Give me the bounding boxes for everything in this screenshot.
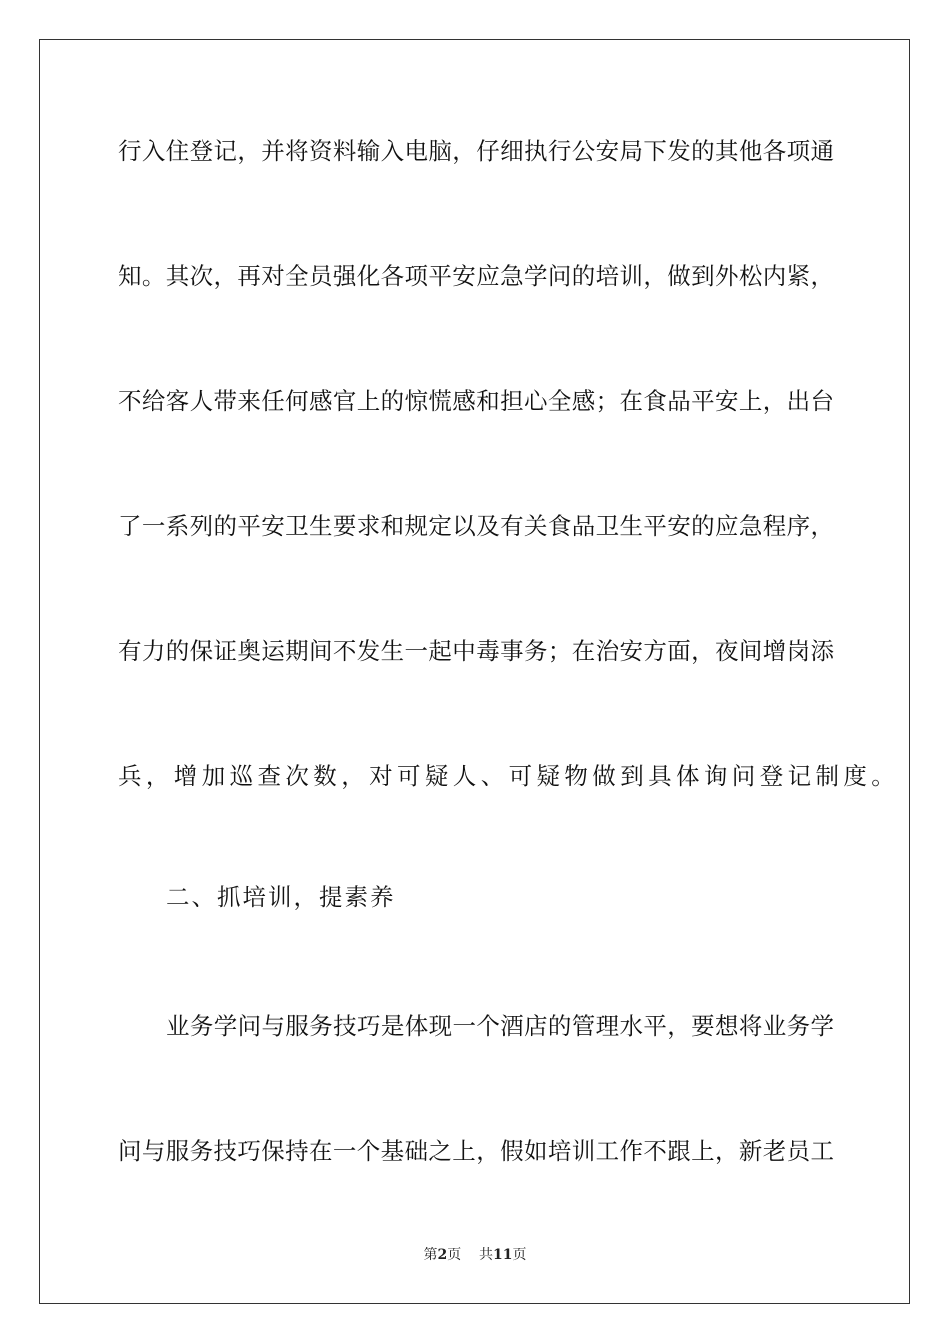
page-prefix: 第 [423, 1247, 438, 1263]
body-line-4: 了一系列的平安卫生要求和规定以及有关食品卫生平安的应急程序， [118, 512, 834, 540]
page-suffix: 页 [447, 1247, 462, 1263]
body-line-2: 知。其次，再对全员强化各项平安应急学问的培训，做到外松内紧， [118, 262, 834, 290]
page-number: 2 [437, 1247, 448, 1263]
body-line-3: 不给客人带来任何感官上的惊慌感和担心全感；在食品平安上，出台 [118, 387, 834, 415]
section-heading: 二、抓培训，提素养 [166, 883, 396, 911]
body-line-1: 行入住登记，并将资料输入电脑，仔细执行公安局下发的其他各项通 [118, 137, 834, 165]
total-prefix: 共 [479, 1247, 494, 1263]
total-suffix: 页 [512, 1247, 527, 1263]
body-line-6: 兵，增加巡查次数，对可疑人、可疑物做到具体询问登记制度。 [118, 762, 900, 790]
body-line-5: 有力的保证奥运期间不发生一起中毒事务；在治安方面，夜间增岗添 [118, 637, 834, 665]
body-line-8: 业务学问与服务技巧是体现一个酒店的管理水平，要想将业务学 [166, 1012, 834, 1040]
body-line-9: 问与服务技巧保持在一个基础之上，假如培训工作不跟上，新老员工 [118, 1137, 834, 1165]
page-footer [0, 1246, 950, 1264]
page-frame [39, 39, 910, 1304]
total-pages: 11 [493, 1247, 513, 1263]
